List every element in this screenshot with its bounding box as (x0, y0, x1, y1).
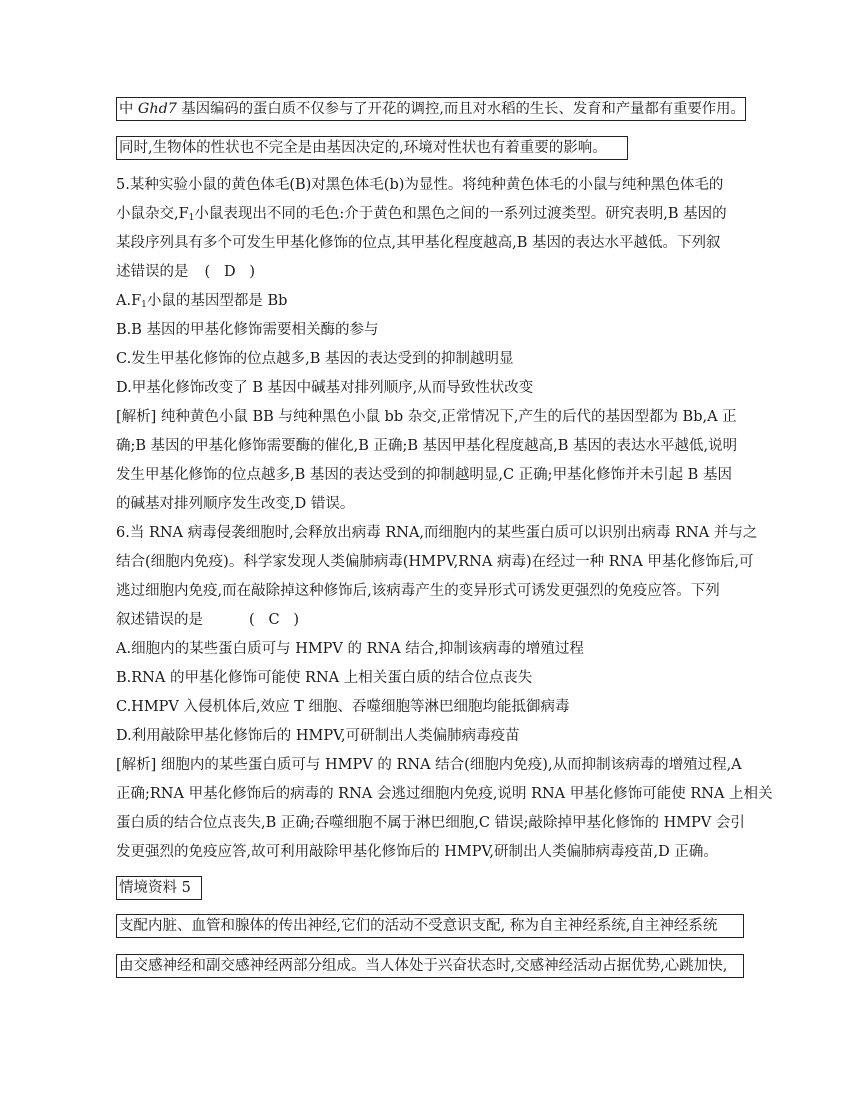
q6-explanation-line-4: 发更强烈的免疫应答,故可利用敲除甲基化修饰后的 HMPV,研制出人类偏肺病毒疫苗,D 正确。 (116, 844, 718, 860)
q5-explanation-line-2: 确;B 基因的甲基化修饰需要酶的催化,B 正确;B 基因甲基化程度越高,B 基因的表达水平越低,说明 (116, 438, 738, 454)
q5-explanation-line-3: 发生甲基化修饰的位点越多,B 基因的表达受到的抑制越明显,C 正确;甲基化修饰并未引起 B 基因 (116, 467, 732, 483)
q6-option-b: B.RNA 的甲基化修饰可能使 RNA 上相关蛋白质的结合位点丧失 (116, 670, 533, 686)
q5-option-d: D.甲基化修饰改变了 B 基因中碱基对排列顺序,从而导致性状改变 (116, 380, 534, 396)
subscript: 1 (141, 300, 147, 310)
q6-stem-text: 叙述错误的是 (116, 612, 203, 628)
context-box-line-3: 支配内脏、血管和腺体的传出神经,它们的活动不受意识支配, 称为自主神经系统,自主神经系统 (116, 914, 744, 938)
gene-name: Ghd7 (137, 101, 177, 117)
q6-stem-line-1: 6.当 RNA 病毒侵袭细胞时,会释放出病毒 RNA,而细胞内的某些蛋白质可以识别出病毒 RNA 并与之 (116, 525, 758, 541)
option-text: 小鼠的基因型都是 Bb (146, 293, 288, 309)
q6-explanation-line-3: 蛋白质的结合位点丧失,B 正确;吞噬细胞不属于淋巴细胞,C 错误;敲除掉甲基化修饰的 HMPV 会引 (116, 815, 745, 831)
option-text: A.F (116, 293, 142, 309)
q5-stem-line-2 (116, 204, 727, 228)
context-label: 情境资料 5 (116, 876, 202, 900)
q6-stem-line-3: 逃过细胞内免疫,而在敲除掉这种修饰后,该病毒产生的变异形式可诱发更强烈的免疫应答。下列 (116, 583, 720, 599)
q5-answer: ( D ) (204, 264, 256, 280)
q5-stem-text: 小鼠杂交,F (116, 206, 189, 222)
box-text-prefix: 中 (119, 101, 138, 117)
q5-option-a (116, 291, 287, 315)
context-box-line-1 (116, 97, 746, 121)
subscript: 1 (188, 213, 195, 223)
box-text-suffix: 基因编码的蛋白质不仅参与了开花的调控,而且对水稻的生长、发育和产量都有重要作用。 (176, 101, 745, 117)
context-box-line-4: 由交感神经和副交感神经两部分组成。当人体处于兴奋状态时,交感神经活动占据优势,心跳加快, (116, 954, 744, 978)
q6-explanation-line-1: [解析] 细胞内的某些蛋白质可与 HMPV 的 RNA 结合(细胞内免疫),从而抑制该病毒的增殖过程,A (116, 757, 742, 773)
context-box-line-2: 同时,生物体的性状也不完全是由基因决定的,环境对性状也有着重要的影响。 (116, 136, 628, 160)
q6-option-d: D.利用敲除甲基化修饰后的 HMPV,可研制出人类偏肺病毒疫苗 (116, 728, 520, 744)
q6-answer: ( C ) (249, 612, 300, 628)
q5-stem-line-1: 5.某种实验小鼠的黄色体毛(B)对黑色体毛(b)为显性。将纯种黄色体毛的小鼠与纯种黑色体毛的 (116, 177, 724, 193)
q5-stem-line-3: 某段序列具有多个可发生甲基化修饰的位点,其甲基化程度越高,B 基因的表达水平越低。下列叙 (116, 235, 721, 251)
q5-stem-text: 小鼠表现出不同的毛色:介于黄色和黑色之间的一系列过渡类型。研究表明,B 基因的 (194, 206, 727, 222)
q6-explanation-line-2: 正确;RNA 甲基化修饰后的病毒的 RNA 会逃过细胞内免疫,说明 RNA 甲基化修饰可能使 RNA 上相关 (116, 786, 773, 802)
q5-option-c: C.发生甲基化修饰的位点越多,B 基因的表达受到的抑制越明显 (116, 351, 514, 367)
q6-option-a: A.细胞内的某些蛋白质可与 HMPV 的 RNA 结合,抑制该病毒的增殖过程 (116, 641, 584, 657)
q6-stem-line-2: 结合(细胞内免疫)。科学家发现人类偏肺病毒(HMPV,RNA 病毒)在经过一种 RNA 甲基化修饰后,可 (116, 554, 754, 570)
q5-stem-text: 述错误的是 (116, 264, 189, 280)
q5-explanation-line-1: [解析] 纯种黄色小鼠 BB 与纯种黑色小鼠 bb 杂交,正常情况下,产生的后代的基因型都为 Bb,A 正 (116, 409, 737, 425)
q6-stem-line-4 (116, 610, 299, 630)
q5-option-b: B.B 基因的甲基化修饰需要相关酶的参与 (116, 322, 379, 338)
q6-option-c: C.HMPV 入侵机体后,效应 T 细胞、吞噬细胞等淋巴细胞均能抵御病毒 (116, 699, 570, 715)
q5-stem-line-4 (116, 262, 255, 282)
q5-explanation-line-4: 的碱基对排列顺序发生改变,D 错误。 (116, 496, 355, 512)
